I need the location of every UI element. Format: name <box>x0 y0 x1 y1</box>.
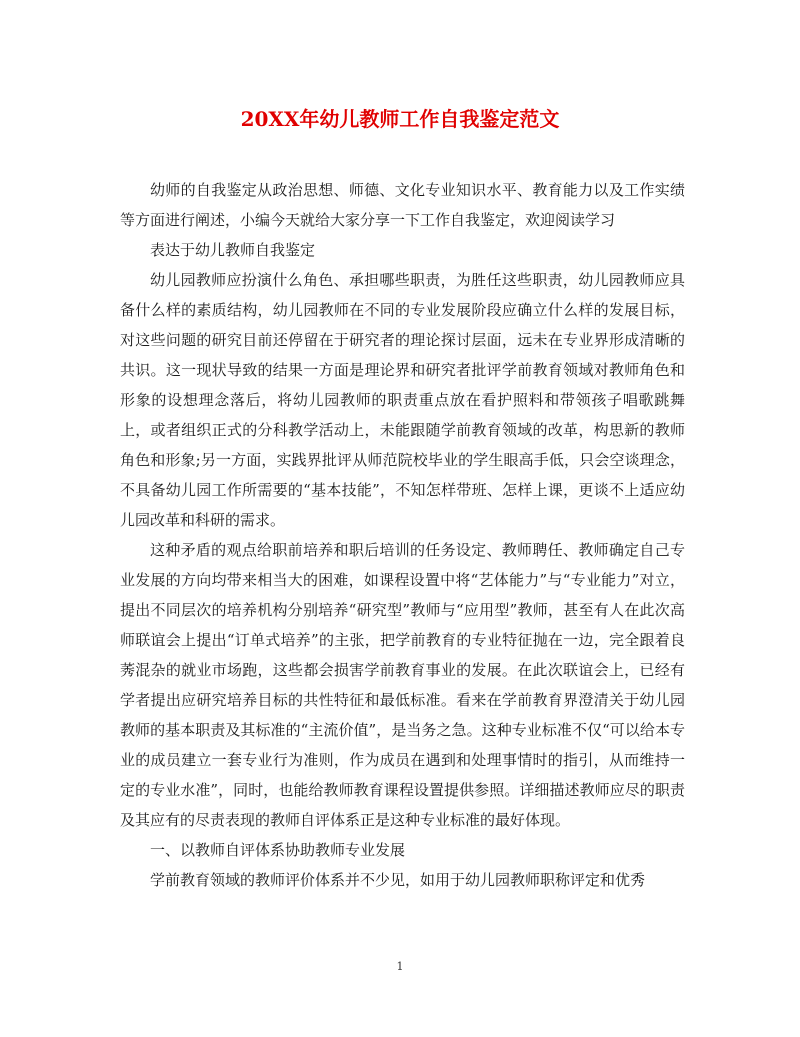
page-number: 1 <box>396 960 404 973</box>
intro-paragraph: 幼师的自我鉴定从政治思想、师德、文化专业知识水平、教育能力以及工作实绩等方面进行阐述，小编今天就给大家分享一下工作自我鉴定，欢迎阅读学习 <box>120 181 685 229</box>
document-body <box>120 175 685 895</box>
body-paragraph-2: 这种矛盾的观点给职前培养和职后培训的任务设定、教师聘任、教师确定自己专业发展的方向均带来相当大的困难，如课程设置中将“艺体能力”与“专业能力”对立，提出不同层次的培养机构分别培养“研究型”教师与“应用型”教师，甚至有人在此次高师联谊会上提出“订单式培养”的主张，把学前教育的专业特征抛在一边，完全跟着良莠混杂的就业市场跑，这些都会损害学前教育事业的发展。在此次联谊会上，已经有学者提出应研究培养目标的共性特征和最低标准。看来在学前教育界澄清关于幼儿园教师的基本职责及其标准的“主流价值”，是当务之急。这种专业标准不仅“可以给本专业的成员建立一套专业行为准则，作为成员在遇到和处理事情时的指引，从而维持一定的专业水准”，同时，也能给教师教育课程设置提供参照。详细描述教师应尽的职责及其应有的尽责表现的教师自评体系正是这种专业标准的最好体现。 <box>120 541 685 829</box>
body-paragraph-1: 幼儿园教师应扮演什么角色、承担哪些职责，为胜任这些职责，幼儿园教师应具备什么样的素质结构，幼儿园教师在不同的专业发展阶段应确立什么样的发展目标，对这些问题的研究目前还停留在于研究者的理论探讨层面，远未在专业界形成清晰的共识。这一现状导致的结果一方面是理论界和研究者批评学前教育领域对教师角色和形象的设想理念落后，将幼儿园教师的职责重点放在看护照料和带领孩子唱歌跳舞上，或者组织正式的分科教学活动上，未能跟随学前教育领域的改革，构思新的教师角色和形象;另一方面，实践界批评从师范院校毕业的学生眼高手低，只会空谈理念，不具备幼儿园工作所需要的“基本技能”，不知怎样带班、怎样上课，更谈不上适应幼儿园改革和科研的需求。 <box>120 271 685 529</box>
body-paragraph-3: 学前教育领域的教师评价体系并不少见，如用于幼儿园教师职称评定和优秀 <box>150 871 646 889</box>
subheading-paragraph: 表达于幼儿教师自我鉴定 <box>150 241 316 259</box>
document-title: 20XX年幼儿教师工作自我鉴定范文 <box>240 107 560 131</box>
section-heading: 一、以教师自评体系协助教师专业发展 <box>150 841 406 859</box>
